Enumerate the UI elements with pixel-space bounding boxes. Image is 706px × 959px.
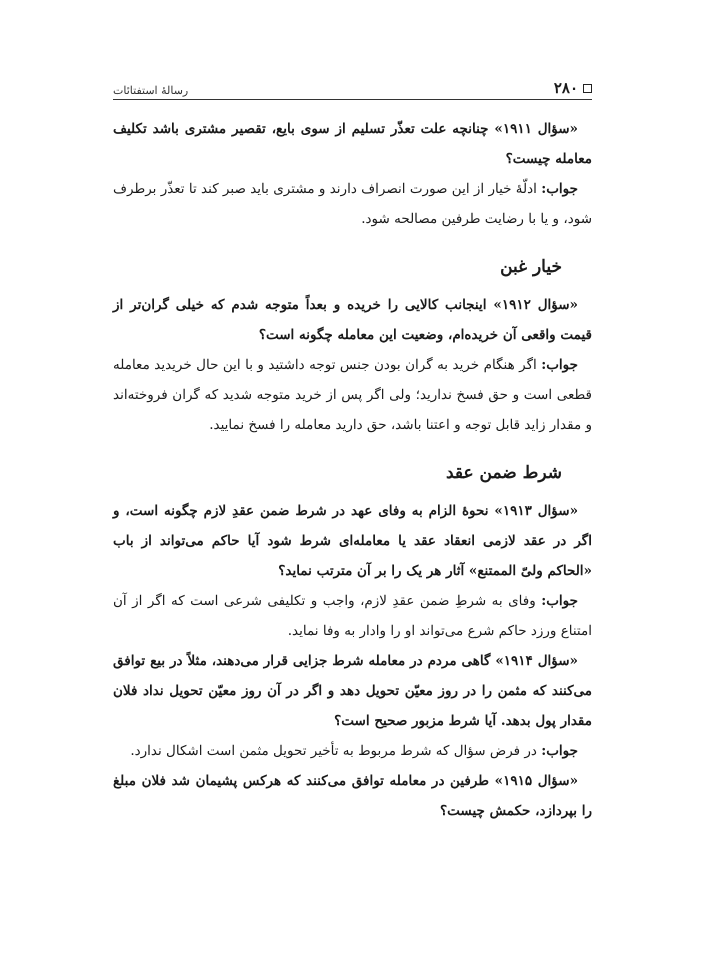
question-1914: «سؤال ۱۹۱۴» گاهی مردم در معامله شرط جزایی قرار می‌دهند، مثلاً در بیع توافق می‌کنند که مثمن را در روز معیّن تحویل دهد و اگر در آن روز معیّن تحویل نداد فلان مقدار پول بدهد. آیا شرط مزبور صحیح است؟: [113, 653, 593, 729]
answer-text: در فرض سؤال که شرط مربوط به تأخیر تحویل مثمن است اشکال ندارد.: [130, 743, 542, 759]
answer-label: جواب:: [541, 357, 578, 373]
section-title-khiyar-ghabn: خیار غبن: [500, 257, 562, 277]
question-1915: «سؤال ۱۹۱۵» طرفین در معامله توافق می‌کنند که هرکس پشیمان شد فلان مبلغ را بپردازد، حکمش چیست؟: [113, 773, 592, 819]
square-outline-icon: [583, 84, 592, 93]
answer-1912: [113, 350, 592, 440]
page-header: [113, 76, 592, 100]
page-number: ۲۸۰: [553, 79, 578, 97]
page-content: [113, 114, 592, 826]
question-1912: «سؤال ۱۹۱۲» اینجانب کالایی را خریده و بعداً متوجه شدم که خیلی گران‌تر از قیمت واقعی آن خریده‌ام، وضعیت این معامله چگونه است؟: [113, 297, 592, 343]
answer-label: جواب:: [541, 593, 578, 609]
section-title-shart-zemn-aqd: شرط ضمن عقد: [445, 463, 562, 483]
answer-text: ادلّهٔ خیار از این صورت انصراف دارند و مشتری باید صبر کند تا تعذّر برطرف شود، و یا با رضایت طرفین مصالحه شود.: [113, 181, 592, 227]
answer-label: جواب:: [541, 743, 578, 759]
page-number-group: [554, 79, 592, 97]
answer-text: وفای به شرطِ ضمن عقدِ لازم، واجب و تکلیفی شرعی است که اگر از آن امتناع ورزد حاکم شرع می‌تواند او را وادار به وفا نماید.: [113, 593, 592, 639]
book-title: رسالهٔ استفتائات: [113, 84, 189, 97]
question-1913: «سؤال ۱۹۱۳» نحوهٔ الزام به وفای عهد در شرط ضمن عقدِ لازم چگونه است، و اگر در عقد لازمی انعقاد عقد یا معامله‌ای شرط شود آیا حاکم می‌تواند از باب «الحاکم ولیّ الممتنع» آثار هر یک را بر آن مترتب نماید؟: [113, 503, 592, 579]
answer-label: جواب:: [541, 181, 578, 197]
answer-1914: [113, 736, 592, 766]
answer-text: اگر هنگام خرید به گران بودن جنس توجه داشتید و با این حال خریدید معامله قطعی است و حق فسخ ندارید؛ ولی اگر پس از خرید متوجه شدید که گران فروخته‌اند و مقدار زاید قابل توجه و اعتنا باشد، حق دارید معامله را فسخ نمایید.: [113, 357, 592, 433]
answer-1911: [113, 174, 592, 234]
question-1911: «سؤال ۱۹۱۱» چنانچه علت تعذّر تسلیم از سوی بایع، تقصیر مشتری باشد تکلیف معامله چیست؟: [113, 121, 592, 167]
answer-1913: [113, 586, 592, 646]
